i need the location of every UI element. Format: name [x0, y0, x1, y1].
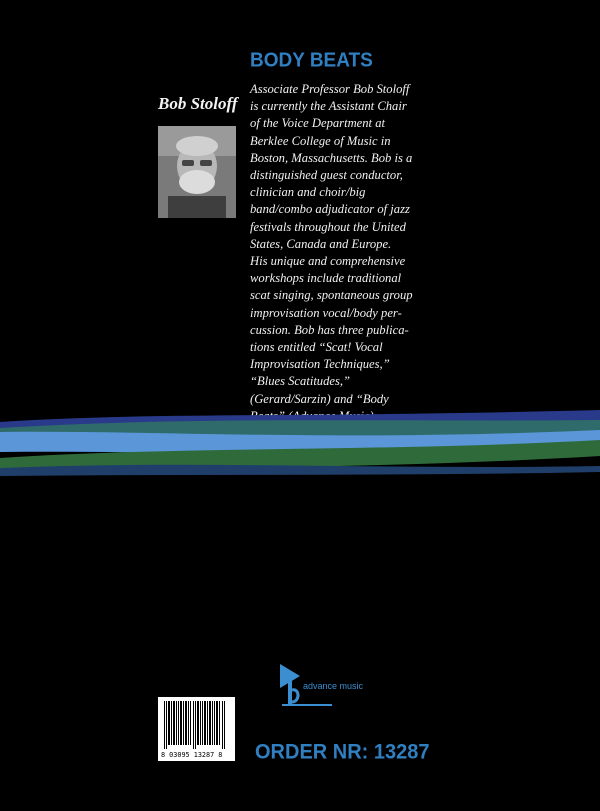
bio-line: of the Voice Department at: [250, 116, 386, 131]
bio-line: States, Canada and Europe.: [250, 236, 392, 251]
bio-line: “Blues Scatitudes,”: [250, 374, 351, 389]
bio-line: tions entitled “Scat! Vocal: [250, 340, 383, 355]
publisher-name: advance music: [303, 681, 364, 691]
author-name: Bob Stoloff: [158, 94, 238, 113]
author-photo: [158, 126, 236, 218]
bio-line: Berklee College of Music in: [250, 133, 391, 148]
bio-line: His unique and comprehensive: [250, 254, 406, 269]
bio-line: clinician and choir/big: [250, 185, 366, 200]
bio-line: cussion. Bob has three publica-: [250, 322, 409, 337]
book-title: BODY BEATS: [250, 49, 373, 72]
author-bio: [250, 81, 475, 425]
order-number: ORDER NR: 13287: [255, 740, 430, 764]
bio-line: improvisation vocal/body per-: [250, 305, 402, 320]
bio-line: scat singing, spontaneous group: [250, 288, 413, 303]
bio-line: festivals throughout the United: [250, 219, 406, 234]
bio-line: Boston, Massachusetts. Bob is a: [250, 150, 413, 165]
bio-line: workshops include traditional: [250, 271, 402, 286]
bio-line: (Gerard/Sarzin) and “Body: [250, 391, 389, 406]
bio-line: is currently the Assistant Chair: [250, 99, 407, 114]
bio-line: distinguished guest conductor,: [250, 168, 403, 183]
barcode-bars-icon: [158, 697, 235, 751]
barcode: [158, 697, 235, 761]
barcode-number: 8 03095 13287 8: [161, 751, 223, 759]
bio-line: Improvisation Techniques,”: [250, 357, 390, 372]
wave-band-graphic: [0, 410, 600, 490]
bio-line: Associate Professor Bob Stoloff: [250, 82, 410, 96]
bio-line: band/combo adjudicator of jazz: [250, 202, 410, 217]
portrait-image: [158, 126, 236, 218]
